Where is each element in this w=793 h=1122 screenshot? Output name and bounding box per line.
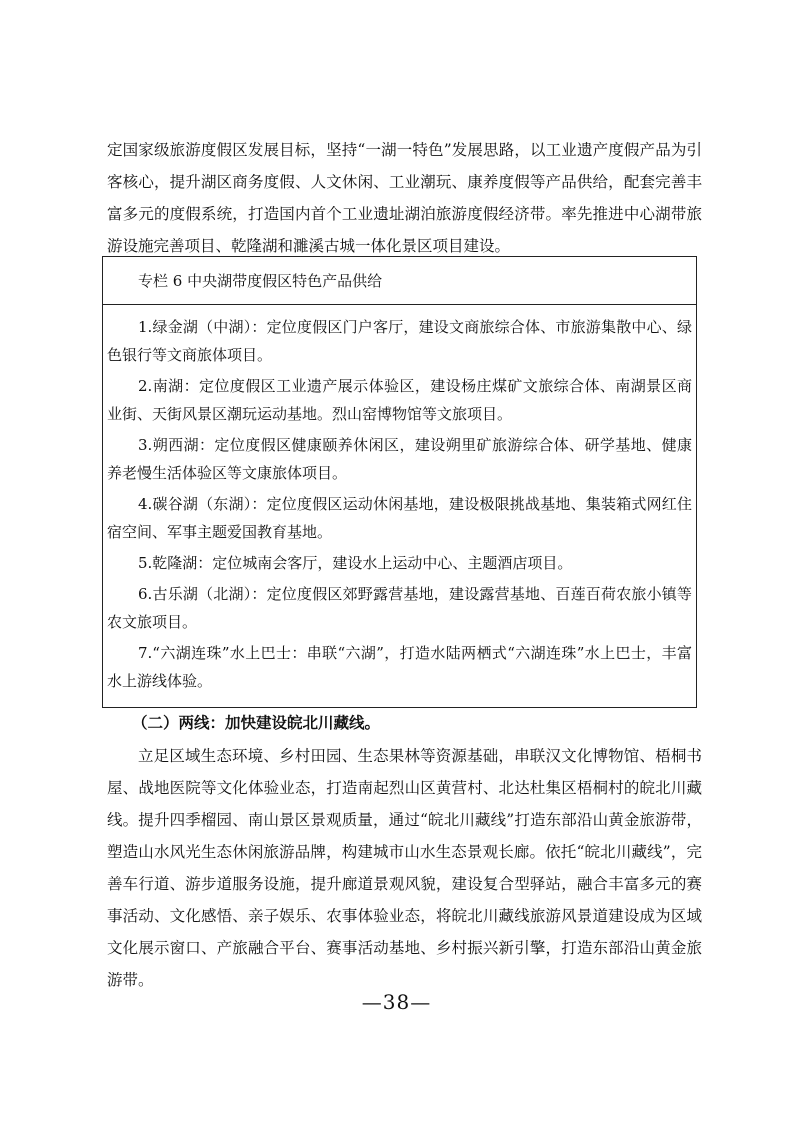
feature-item: 6.古乐湖（北湖）：定位度假区郊野露营基地，建设露营基地、百莲百荷农旅小镇等农文旅项目。 [107, 585, 692, 631]
section-paragraph: 立足区域生态环境、乡村田园、生态果林等资源基础，串联汉文化博物馆、梧桐书屋、战地医院等文化体验业态，打造南起烈山区黄营村、北达杜集区梧桐村的皖北川藏线。提升四季榴园、南山景区景观质量，通过“皖北川藏线”打造东部沿山黄金旅游带，塑造山水风光生态休闲旅游品牌，构建城市山水生态景观长廊。依托“皖北川藏线”，完善车行道、游步道服务设施，提升廊道景观风貌，建设复合型驿站，融合丰富多元的赛事活动、文化感悟、亲子娱乐、农事体验业态，将皖北川藏线旅游风景道建设成为区域文化展示窗口、产旅融合平台、赛事活动基地、乡村振兴新引擎，打造东部沿山黄金旅游带。 [107, 747, 702, 989]
feature-box-title: 专栏 6 中央湖带度假区特色产品供给 [103, 257, 696, 305]
feature-item: 3.朔西湖：定位度假区健康颐养休闲区，建设朔里矿旅游综合体、研学基地、健康养老慢生活体验区等文康旅体项目。 [107, 436, 692, 482]
feature-item: 7.“六湖连珠”水上巴士：串联“六湖”，打造水陆两栖式“六湖连珠”水上巴士，丰富水上游线体验。 [107, 644, 692, 690]
feature-item: 4.碳谷湖（东湖）：定位度假区运动休闲基地，建设极限挑战基地、集装箱式网红住宿空间、军事主题爱国教育基地。 [107, 495, 692, 541]
feature-box-items [107, 313, 692, 698]
feature-item: 2.南湖：定位度假区工业遗产展示体验区，建设杨庄煤矿文旅综合体、南湖景区商业街、天街风景区潮玩运动基地。烈山窑博物馆等文旅项目。 [107, 377, 692, 423]
feature-item: 5.乾隆湖：定位城南会客厅，建设水上运动中心、主题酒店项目。 [138, 554, 573, 572]
feature-item: 1.绿金湖（中湖）：定位度假区门户客厅，建设文商旅综合体、市旅游集散中心、绿色银行等文商旅体项目。 [107, 318, 692, 364]
intro-paragraph: 定国家级旅游度假区发展目标，坚持“一湖一特色”发展思路，以工业遗产度假产品为引客核心，提升湖区商务度假、人文休闲、工业潮玩、康养度假等产品供给，配套完善丰富多元的度假系统，打造国内首个工业遗址湖泊旅游度假经济带。率先推进中心湖带旅游设施完善项目、乾隆湖和濉溪古城一体化景区项目建设。 [107, 141, 702, 255]
page-number: —38— [361, 990, 432, 1014]
section-heading: （二）两线：加快建设皖北川藏线。 [132, 713, 381, 732]
feature-box [102, 256, 697, 708]
